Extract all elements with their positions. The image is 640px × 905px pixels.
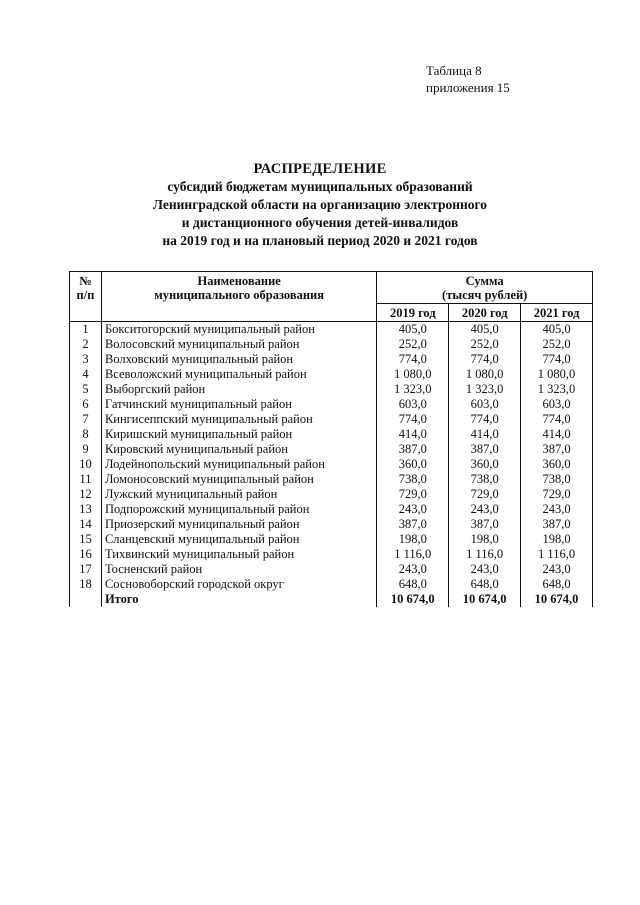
title-line-1: субсидий бюджетам муниципальных образований	[167, 179, 473, 194]
row-municipality-name: Выборгский район	[101, 382, 376, 397]
row-value-2021: 648,0	[521, 577, 593, 592]
row-value-2019: 387,0	[377, 442, 449, 457]
row-municipality-name: Волховский муниципальный район	[101, 352, 376, 367]
row-value-2019: 648,0	[377, 577, 449, 592]
table-row	[70, 322, 593, 338]
table-row	[70, 352, 593, 367]
row-municipality-name: Волосовский муниципальный район	[101, 337, 376, 352]
row-value-2020: 738,0	[449, 472, 521, 487]
table-row	[70, 472, 593, 487]
header-year-2021: 2021 год	[521, 304, 593, 322]
table-row	[70, 577, 593, 592]
table-row	[70, 502, 593, 517]
row-value-2021: 243,0	[521, 562, 593, 577]
total-label: Итого	[101, 592, 376, 607]
total-value-2019: 10 674,0	[377, 592, 449, 607]
table-header	[70, 272, 593, 322]
total-value-2020: 10 674,0	[449, 592, 521, 607]
row-value-2019: 198,0	[377, 532, 449, 547]
row-number: 6	[70, 397, 102, 412]
row-value-2019: 243,0	[377, 502, 449, 517]
row-value-2020: 603,0	[449, 397, 521, 412]
total-number	[70, 592, 102, 607]
table-body	[70, 322, 593, 608]
table-row	[70, 457, 593, 472]
title-line-2: Ленинградской области на организацию электронного	[152, 197, 488, 212]
row-number: 1	[70, 322, 102, 338]
table-row	[70, 517, 593, 532]
row-value-2019: 1 116,0	[377, 547, 449, 562]
row-value-2021: 252,0	[521, 337, 593, 352]
row-municipality-name: Сланцевский муниципальный район	[101, 532, 376, 547]
row-value-2019: 774,0	[377, 412, 449, 427]
row-number: 18	[70, 577, 102, 592]
table-row	[70, 397, 593, 412]
row-number: 15	[70, 532, 102, 547]
document-title	[0, 160, 640, 250]
row-value-2020: 774,0	[449, 412, 521, 427]
row-value-2021: 1 080,0	[521, 367, 593, 382]
row-value-2020: 1 080,0	[449, 367, 521, 382]
row-value-2019: 738,0	[377, 472, 449, 487]
row-municipality-name: Подпорожский муниципальный район	[101, 502, 376, 517]
row-value-2021: 387,0	[521, 442, 593, 457]
row-municipality-name: Всеволожский муниципальный район	[101, 367, 376, 382]
row-value-2021: 1 116,0	[521, 547, 593, 562]
row-number: 2	[70, 337, 102, 352]
row-value-2021: 1 323,0	[521, 382, 593, 397]
row-value-2020: 774,0	[449, 352, 521, 367]
table-row	[70, 442, 593, 457]
row-number: 16	[70, 547, 102, 562]
row-number: 3	[70, 352, 102, 367]
row-value-2019: 252,0	[377, 337, 449, 352]
row-municipality-name: Кингисеппский муниципальный район	[101, 412, 376, 427]
row-value-2020: 243,0	[449, 502, 521, 517]
table-row	[70, 562, 593, 577]
row-number: 9	[70, 442, 102, 457]
header-number-label: п/п	[76, 288, 95, 302]
row-municipality-name: Киришский муниципальный район	[101, 427, 376, 442]
row-municipality-name: Гатчинский муниципальный район	[101, 397, 376, 412]
row-municipality-name: Приозерский муниципальный район	[101, 517, 376, 532]
row-number: 4	[70, 367, 102, 382]
row-value-2019: 405,0	[377, 322, 449, 338]
table-annex-reference	[426, 62, 510, 96]
row-value-2020: 1 323,0	[449, 382, 521, 397]
table-row	[70, 367, 593, 382]
header-number-sign: №	[79, 274, 92, 288]
header-number	[70, 272, 102, 322]
header-year-2020: 2020 год	[449, 304, 521, 322]
row-municipality-name: Сосновоборский городской округ	[101, 577, 376, 592]
title-line-3: и дистанционного обучения детей-инвалидов	[181, 215, 459, 230]
row-municipality-name: Кировский муниципальный район	[101, 442, 376, 457]
row-value-2019: 243,0	[377, 562, 449, 577]
row-value-2020: 252,0	[449, 337, 521, 352]
row-value-2019: 603,0	[377, 397, 449, 412]
row-value-2019: 774,0	[377, 352, 449, 367]
row-number: 11	[70, 472, 102, 487]
row-municipality-name: Тихвинский муниципальный район	[101, 547, 376, 562]
row-value-2020: 198,0	[449, 532, 521, 547]
row-value-2021: 387,0	[521, 517, 593, 532]
row-municipality-name: Лужский муниципальный район	[101, 487, 376, 502]
row-value-2019: 414,0	[377, 427, 449, 442]
row-value-2019: 387,0	[377, 517, 449, 532]
row-municipality-name: Тосненский район	[101, 562, 376, 577]
row-value-2021: 774,0	[521, 412, 593, 427]
row-value-2020: 648,0	[449, 577, 521, 592]
table-row	[70, 337, 593, 352]
annex-table-number: Таблица 8	[426, 63, 482, 78]
row-value-2021: 198,0	[521, 532, 593, 547]
row-value-2021: 360,0	[521, 457, 593, 472]
row-municipality-name: Ломоносовский муниципальный район	[101, 472, 376, 487]
row-value-2019: 1 080,0	[377, 367, 449, 382]
row-value-2020: 387,0	[449, 517, 521, 532]
table-row	[70, 532, 593, 547]
header-sum-line-1: Сумма	[465, 274, 504, 288]
row-municipality-name: Лодейнопольский муниципальный район	[101, 457, 376, 472]
row-municipality-name: Бокситогорский муниципальный район	[101, 322, 376, 338]
row-value-2021: 414,0	[521, 427, 593, 442]
row-number: 13	[70, 502, 102, 517]
table-row	[70, 547, 593, 562]
header-name-line-1: Наименование	[197, 274, 281, 288]
row-number: 10	[70, 457, 102, 472]
row-number: 7	[70, 412, 102, 427]
distribution-table	[69, 271, 593, 607]
row-value-2020: 387,0	[449, 442, 521, 457]
row-number: 14	[70, 517, 102, 532]
row-value-2021: 729,0	[521, 487, 593, 502]
row-value-2019: 1 323,0	[377, 382, 449, 397]
row-value-2021: 738,0	[521, 472, 593, 487]
row-value-2020: 405,0	[449, 322, 521, 338]
row-number: 12	[70, 487, 102, 502]
header-sum-line-2: (тысяч рублей)	[442, 288, 528, 302]
header-name	[101, 272, 376, 322]
row-value-2019: 729,0	[377, 487, 449, 502]
title-main: РАСПРЕДЕЛЕНИЕ	[253, 161, 387, 177]
row-number: 17	[70, 562, 102, 577]
row-value-2020: 729,0	[449, 487, 521, 502]
row-value-2021: 774,0	[521, 352, 593, 367]
row-number: 8	[70, 427, 102, 442]
table-row	[70, 487, 593, 502]
header-year-2019: 2019 год	[377, 304, 449, 322]
title-line-4: на 2019 год и на плановый период 2020 и 2021 годов	[162, 233, 478, 248]
table-row	[70, 382, 593, 397]
row-value-2021: 603,0	[521, 397, 593, 412]
row-value-2021: 243,0	[521, 502, 593, 517]
header-name-line-2: муниципального образования	[154, 288, 325, 302]
row-value-2020: 414,0	[449, 427, 521, 442]
table-row	[70, 427, 593, 442]
table-row	[70, 412, 593, 427]
row-value-2020: 243,0	[449, 562, 521, 577]
row-value-2019: 360,0	[377, 457, 449, 472]
total-value-2021: 10 674,0	[521, 592, 593, 607]
row-value-2020: 360,0	[449, 457, 521, 472]
row-value-2020: 1 116,0	[449, 547, 521, 562]
annex-appendix-number: приложения 15	[426, 80, 510, 95]
table-total-row	[70, 592, 593, 607]
header-sum	[377, 272, 593, 304]
row-number: 5	[70, 382, 102, 397]
row-value-2021: 405,0	[521, 322, 593, 338]
